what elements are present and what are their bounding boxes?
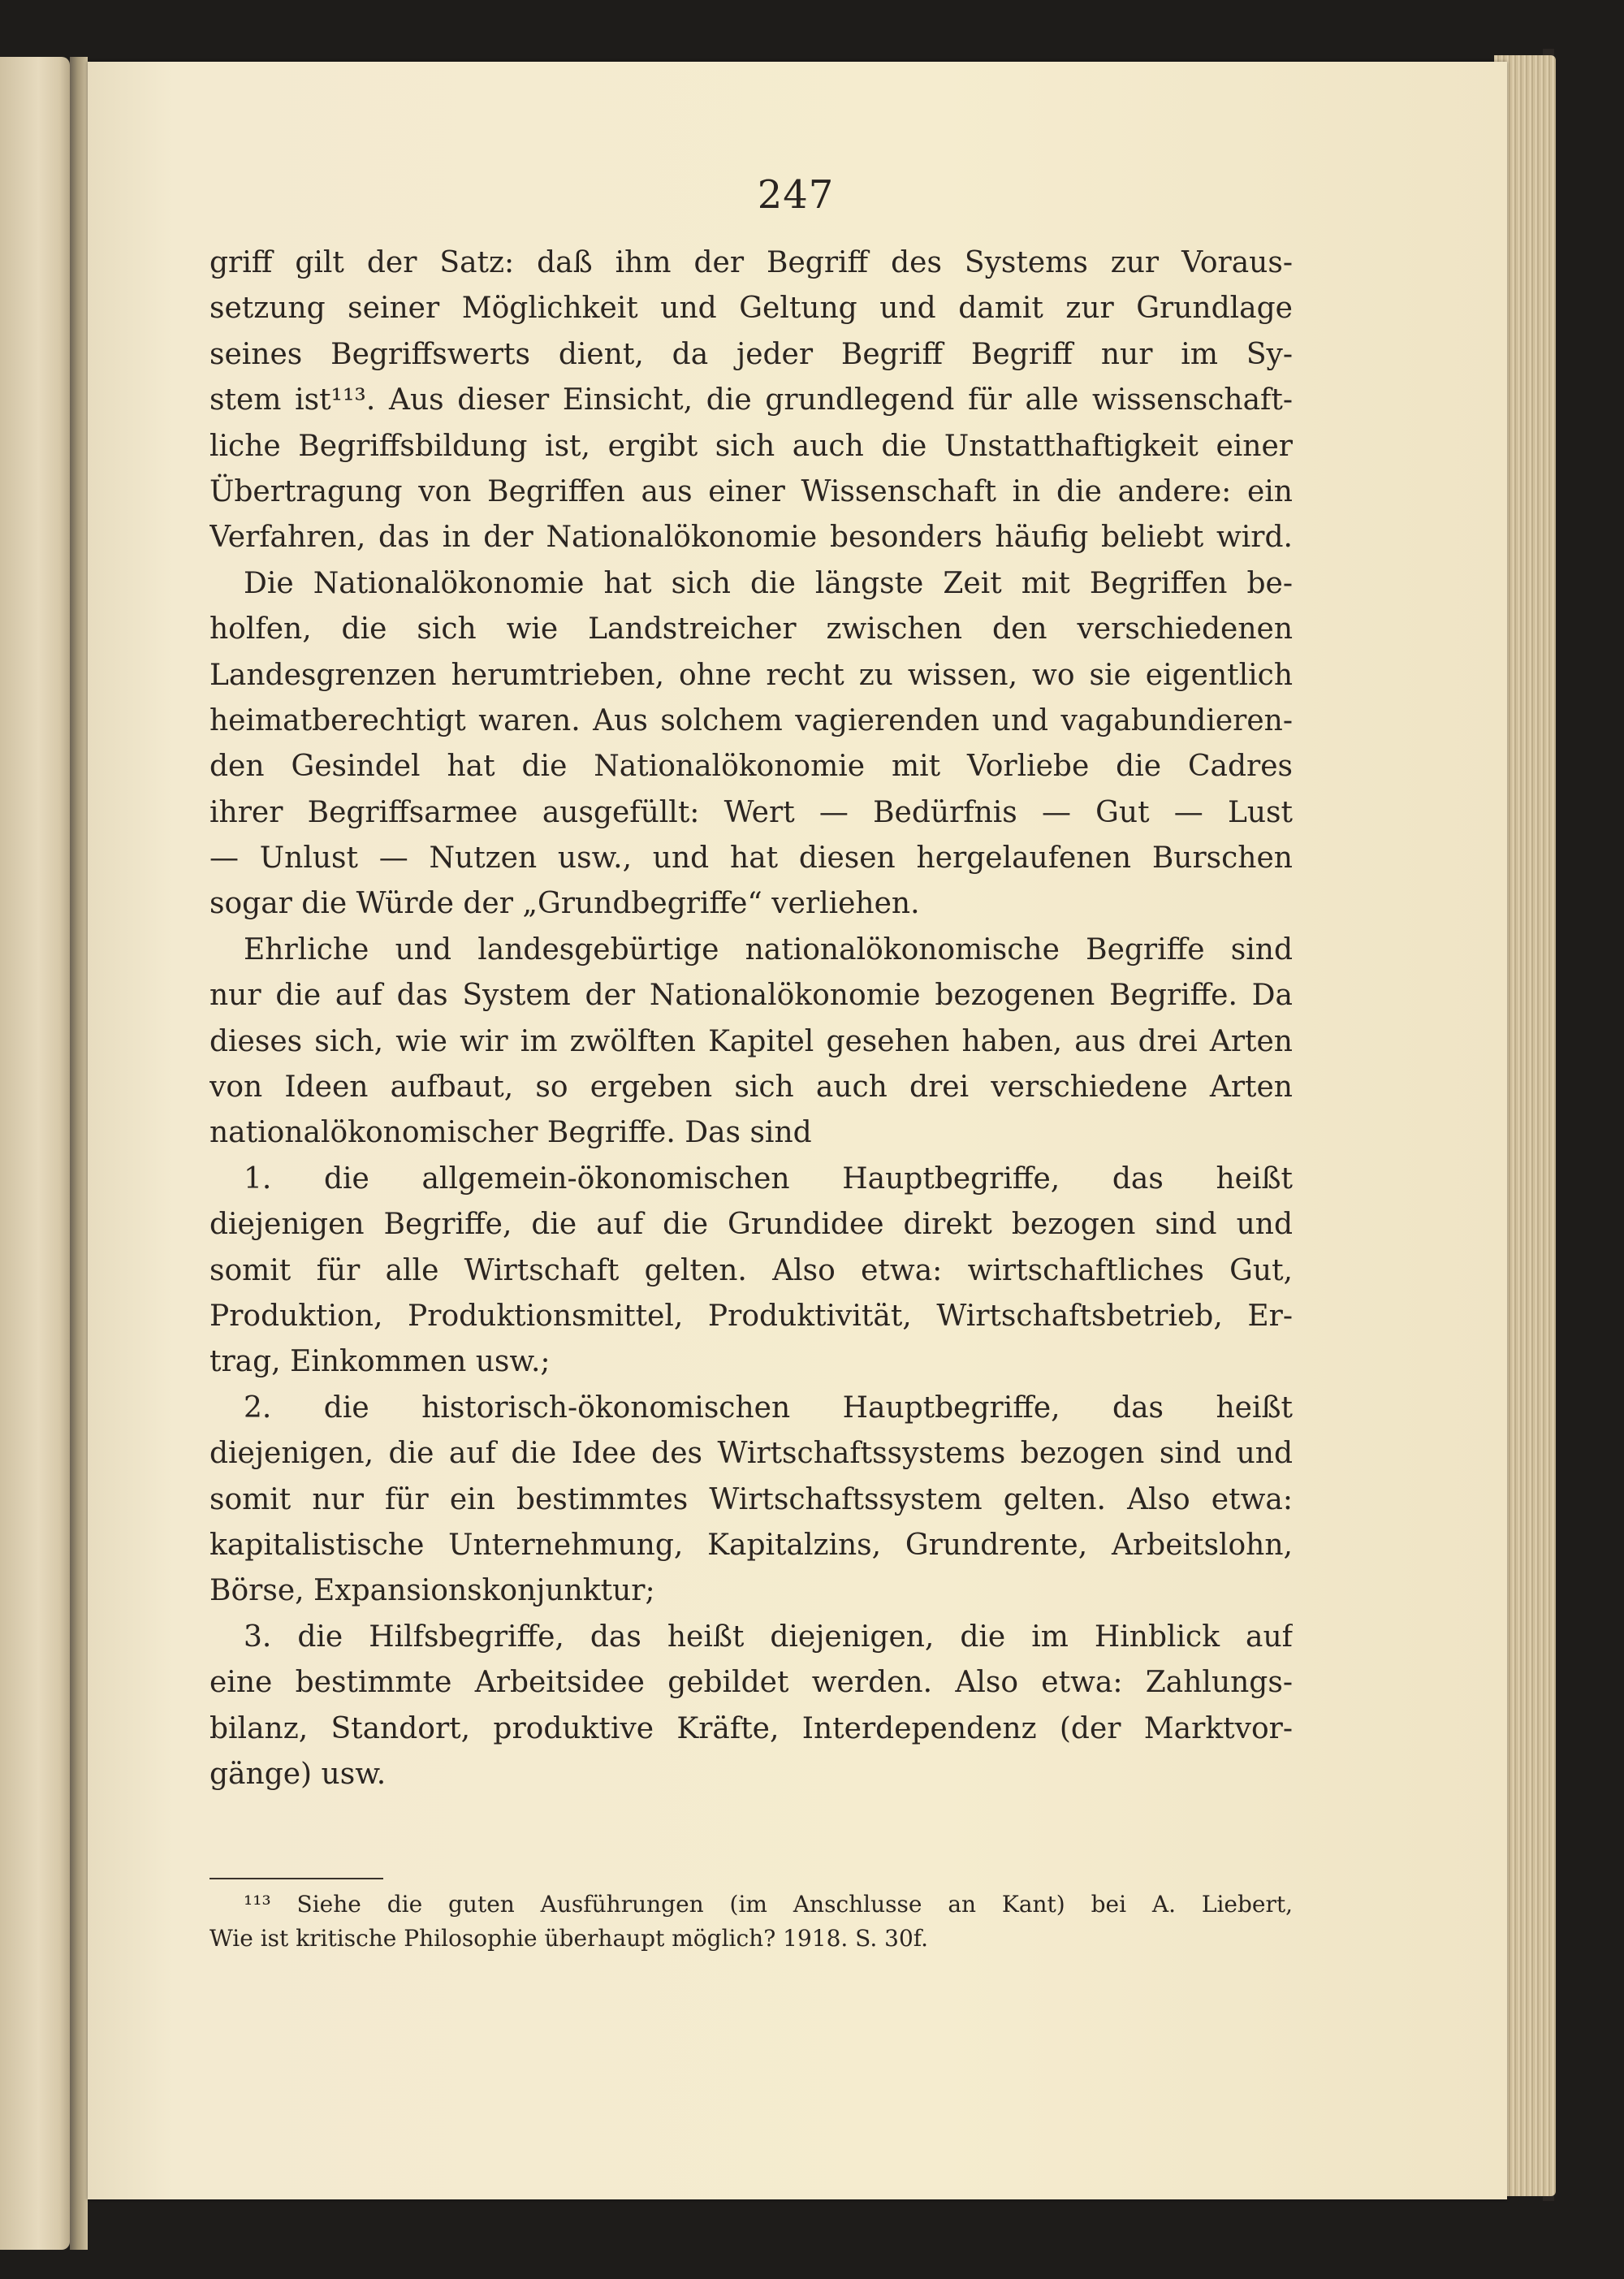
text-line: den Gesindel hat die Nationalökonomie mit Vorliebe die Cadres [209,750,1293,784]
text-line: heimatberechtigt waren. Aus solchem vagierenden und vagabundieren- [209,703,1293,737]
text-line: diejenigen, die auf die Idee des Wirtschaftssystems bezogen sind und [209,1437,1293,1471]
text-line: gänge) usw. [209,1757,387,1791]
text-line: stem ist¹¹³. Aus dieser Einsicht, die grundlegend für alle wissenschaft- [209,383,1293,417]
previous-page-edge [0,57,70,2250]
text-line: ihrer Begriffsarmee ausgefüllt: Wert — Bedürfnis — Gut — Lust [209,795,1293,829]
text-line: setzung seiner Möglichkeit und Geltung und damit zur Grundlage [209,292,1293,326]
text-line: seines Begriffswerts dient, da jeder Begriff Begriff nur im Sy- [209,337,1293,371]
text-line: diejenigen Begriffe, die auf die Grundidee direkt bezogen sind und [209,1208,1293,1242]
text-line: bilanz, Standort, produktive Kräfte, Interdependenz (der Marktvor- [209,1711,1293,1745]
text-line: somit nur für ein bestimmtes Wirtschaftssystem gelten. Also etwa: [209,1482,1293,1516]
book-page [88,62,1507,2199]
footnote-line: Wie ist kritische Philosophie überhaupt möglich? 1918. S. 30f. [209,1925,929,1952]
page-number: 247 [757,172,835,218]
text-line: von Ideen aufbaut, so ergeben sich auch drei verschiedene Arten [209,1070,1293,1105]
text-line: trag, Einkommen usw.; [209,1345,551,1379]
text-line: Verfahren, das in der Nationalökonomie besonders häufig beliebt wird. [209,521,1293,555]
body-text [209,240,1293,1797]
book-gutter [70,57,88,2250]
text-line: holfen, die sich wie Landstreicher zwischen den verschiedenen [209,612,1293,647]
text-line: Börse, Expansionskonjunktur; [209,1574,655,1608]
text-line: eine bestimmte Arbeitsidee gebildet werden. Also etwa: Zahlungs- [209,1666,1293,1700]
list-item-line: 2. die historisch-ökonomischen Hauptbegriffe, das heißt [244,1390,1293,1425]
text-line: dieses sich, wie wir im zwölften Kapitel gesehen haben, aus drei Arten [209,1024,1293,1058]
text-line: Landesgrenzen herumtrieben, ohne recht zu wissen, wo sie eigentlich [209,658,1293,692]
text-line: Übertragung von Begriffen aus einer Wissenschaft in die andere: ein [209,474,1293,508]
text-line: somit für alle Wirtschaft gelten. Also etwa: wirtschaftliches Gut, [209,1253,1293,1287]
footnote-line: ¹¹³ Siehe die guten Ausführungen (im Anschlusse an Kant) bei A. Liebert, [244,1891,1293,1918]
text-line: nur die auf das System der Nationalökonomie bezogenen Begriffe. Da [209,979,1293,1013]
text-line: kapitalistische Unternehmung, Kapitalzins, Grundrente, Arbeitslohn, [209,1528,1293,1562]
list-item-line: 1. die allgemein-ökonomischen Hauptbegriffe, das heißt [244,1161,1293,1196]
list-item-line: 3. die Hilfsbegriffe, das heißt diejenigen, die im Hinblick auf [244,1620,1293,1654]
text-line: Ehrliche und landesgebürtige nationalökonomische Begriffe sind [244,932,1293,967]
text-line: liche Begriffsbildung ist, ergibt sich auch die Unstatthaftigkeit einer [209,429,1293,463]
text-line: — Unlust — Nutzen usw., und hat diesen hergelaufenen Burschen [209,841,1293,876]
text-line: nationalökonomischer Begriffe. Das sind [209,1116,812,1150]
footnote-divider [209,1878,383,1879]
text-line: griff gilt der Satz: daß ihm der Begriff des Systems zur Voraus- [209,246,1293,279]
footnotes [209,1888,1293,1956]
text-line: sogar die Würde der „Grundbegriffe“ verliehen. [209,887,920,921]
text-line: Die Nationalökonomie hat sich die längste Zeit mit Begriffen be- [244,566,1293,600]
text-line: Produktion, Produktionsmittel, Produktivität, Wirtschaftsbetrieb, Er- [209,1299,1293,1333]
